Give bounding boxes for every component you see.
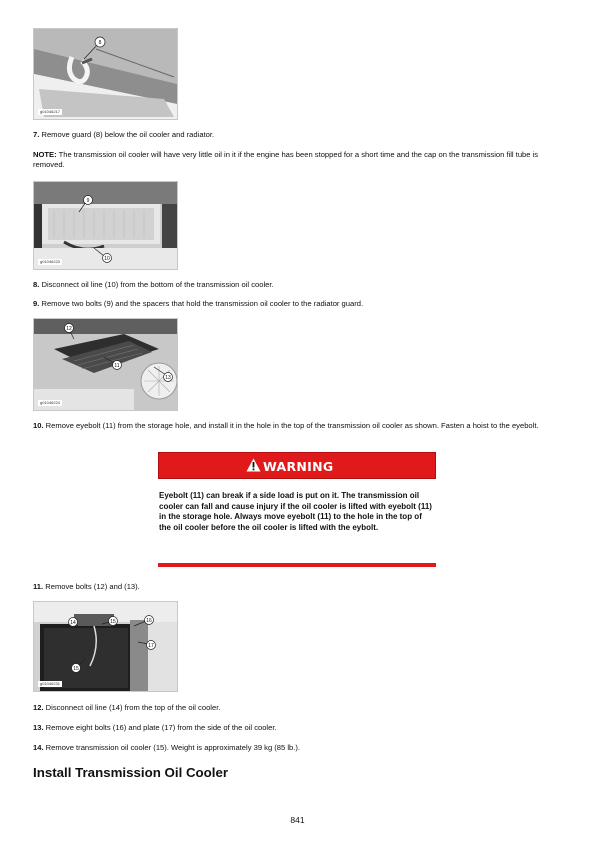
note-text: The transmission oil cooler will have very little oil in it if the engine has been stopped for a short time and the cap on the transmission fill tube is removed. (33, 150, 539, 169)
step-number: 7. (33, 130, 40, 139)
step-number: 12. (33, 703, 44, 712)
warning-box (158, 452, 436, 567)
step-text: Remove two bolts (9) and the spacers that hold the transmission oil cooler to the radiator guard. (39, 299, 364, 308)
callout-14: 14 (70, 620, 76, 626)
step-number: 10. (33, 421, 44, 430)
figure-id-label: g01046223 (40, 259, 61, 264)
page-number: 841 (290, 815, 305, 825)
warning-triangle-icon (246, 458, 261, 472)
step-text: Disconnect oil line (14) from the top of the oil cooler. (43, 703, 221, 712)
section-heading: Install Transmission Oil Cooler (33, 765, 229, 780)
figure-eyebolt-photo (33, 318, 178, 411)
callout-17: 17 (148, 643, 154, 649)
step-8 (33, 280, 563, 290)
step-text: Remove transmission oil cooler (15). Weight is approximately 39 kg (85 lb.). (43, 743, 301, 752)
step-9 (33, 299, 563, 309)
warning-title: WARNING (263, 459, 334, 474)
warning-footer-bar (158, 563, 436, 567)
figure-id-label: g01046224 (40, 400, 61, 405)
warning-text: Eyebolt (11) can break if a side load is put on it. The transmission oil cooler can fall and cause injury if the oil cooler is lifted with eyebolt (11) in the storage hole. Always move eyebolt (11) to the hole in the top of the oil cooler before the oil cooler is lifted with the eybolt. (159, 491, 432, 532)
step-10 (33, 421, 563, 431)
step-number: 8. (33, 280, 40, 289)
callout-10: 10 (104, 256, 110, 262)
step-12 (33, 703, 563, 713)
callout-15: 15 (73, 666, 79, 672)
callout-11: 11 (114, 363, 120, 369)
step-text: Remove guard (8) below the oil cooler and radiator. (39, 130, 215, 139)
figure-oil-line-photo (33, 181, 178, 270)
step-text: Remove eight bolts (16) and plate (17) from the side of the oil cooler. (43, 723, 277, 732)
step-number: 14. (33, 743, 44, 752)
step-14 (33, 743, 563, 753)
warning-header (158, 452, 436, 479)
figure-id-label: g01046217 (40, 109, 61, 114)
step-text: Disconnect oil line (10) from the bottom of the transmission oil cooler. (39, 280, 274, 289)
note-paragraph (33, 150, 563, 170)
note-label: NOTE: (33, 150, 57, 159)
step-13 (33, 723, 563, 733)
figure-oil-cooler-photo (33, 601, 178, 692)
step-number: 13. (33, 723, 44, 732)
step-text: Remove bolts (12) and (13). (43, 582, 140, 591)
figure-id-label: g01046231 (40, 681, 61, 686)
callout-12: 12 (66, 326, 72, 332)
callout-15-top: 15 (110, 619, 116, 625)
step-number: 9. (33, 299, 40, 308)
callout-8: 8 (98, 40, 102, 46)
step-11 (33, 582, 563, 592)
figure-guard-photo (33, 28, 178, 120)
step-text: Remove eyebolt (11) from the storage hole, and install it in the hole in the top of the transmission oil cooler as shown. Fasten a hoist to the eyebolt. (43, 421, 539, 430)
step-number: 11. (33, 582, 44, 591)
callout-13: 13 (165, 375, 171, 381)
callout-9: 9 (86, 198, 90, 204)
step-7 (33, 130, 563, 140)
callout-16: 16 (146, 618, 152, 624)
